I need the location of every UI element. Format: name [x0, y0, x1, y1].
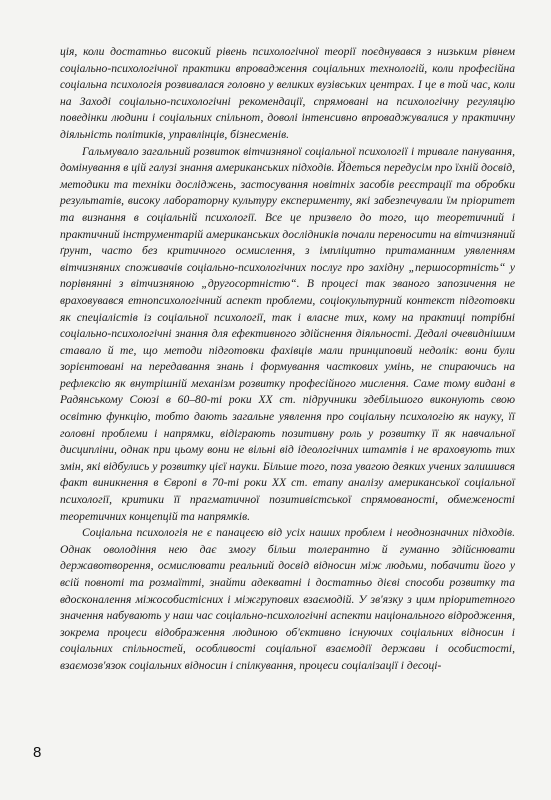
- body-text: [60, 44, 515, 675]
- paragraph-social-psychology-role: Соціальна психологія не є панацеєю від усіх наших проблем і неоднозначних підходів. Однак оволодіння нею дає змогу більш толерантно й гуманно здійснювати державотворення, осмислювати реальний досвід відносин між людьми, побачити його у всій повноті та розмаїтті, знайти адекватні і достатньо дієві способи розвитку та вдосконалення міжособистісних і міжгрупових взаємодій. У зв'язку з цим пріоритетного значення набувають у наш час соціально-психологічні аспекти національного відродження, зокрема процеси відображення людиною об'єктивно існуючих соціальних відносин і соціальних спільностей, особливості соціальної взаємодії держави і особистості, взаємозв'язок соціальних відносин і спілкування, процеси соціалізації і десоці-: [60, 526, 515, 672]
- paragraph-continuation: ція, коли достатньо високий рівень психологічної теорії поєднувався з низьким рівнем соціально-психологічної практики впровадження соціальних технологій, коли професійна соціальна психологія розвивалася головно у великих вузівських центрах. І це в той час, коли на Заході соціально-психологічні рекомендації, спрямовані на психологічну регуляцію поведінки людини і соціальних спільнот, доволі інтенсивно впроваджувалися у практичну діяльність політиків, управлінців, бізнесменів.: [60, 45, 515, 141]
- paragraph-american-influence: Гальмувало загальний розвиток вітчизняної соціальної психології і тривале панування, домінування в цій галузі знання американських підходів. Йдеться передусім про їхній досвід, методики та техніки досліджень, застосування новітніх засобів реєстрації та обробки результатів, високу лабораторну культуру експерименту, які забезпечували їм пріоритет та визнання в соціальній психології. Все це призвело до того, що теоретичний і практичний інструментарій американських дослідників почали переносити на вітчизняний ґрунт, часто без критичного осмислення, з імпліцитно притаманним уявленням вітчизняних споживачів соціально-психологічних послуг про західну „першосортність“ у порівнянні з вітчизняною „другосортністю“. В процесі так званого запозичення не враховувався етнопсихологічний аспект проблеми, соціокультурний контекст підготовки як спеціалістів із соціальної психології, так і власне тих, кому на практиці потрібні соціально-психологічні знання для ефективного здійснення діяльності. Дедалі очевиднішим ставало й те, що методи підготовки фахівців мали принциповий недолік: вони були зорієнтовані на передавання знань і формування часткових умінь, не спираючись на рефлексію як внутрішній механізм розвитку професійного мислення. Саме тому видані в Радянському Союзі в 60–80-ті роки XX ст. підручники здебільшого виконують свою освітню функцію, тобто дають загальне уявлення про соціальну психологію як науку, її головні проблеми і напрямки, відіграють позитивну роль у розвитку її як навчальної дисципліни, однак при цьому вони не вільні від ідеологічних штампів і не враховують тих змін, які відбулись у розвитку цієї науки. Більше того, поза увагою деяких учених залишився факт виникнення в Європі в 70-ті роки XX ст. етапу аналізу американської соціальної психології, критики її прагматичної позитивістської спрямованості, обмеженості теоретичних концепцій та напрямків.: [60, 144, 515, 523]
- page-number: 8: [33, 744, 42, 761]
